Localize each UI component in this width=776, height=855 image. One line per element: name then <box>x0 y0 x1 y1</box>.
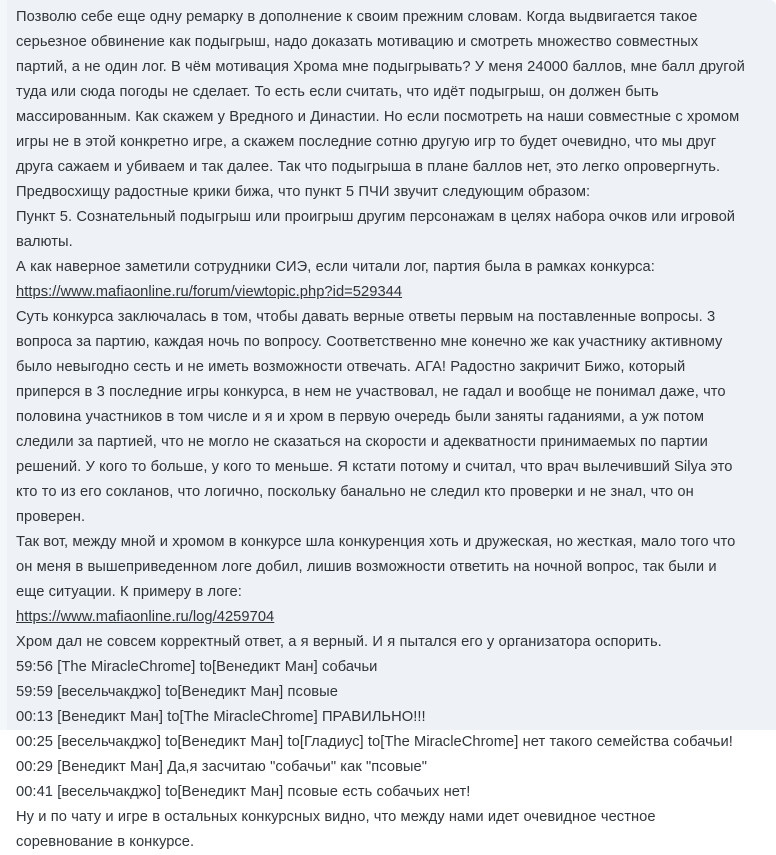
forum-topic-link[interactable]: https://www.mafiaonline.ru/forum/viewtopic.php?id=529344 <box>16 284 403 300</box>
chat-log-line: 59:59 [весельчакджо] to[Венедикт Ман] псовые <box>16 684 338 700</box>
chat-log-line: 00:25 [весельчакджо] to[Венедикт Ман] to[Гладиус] to[The MiracleChrome] нет такого семейства собачьи! <box>16 734 733 750</box>
chat-log-line: 00:13 [Венедикт Ман] to[The MiracleChrome] ПРАВИЛЬНО!!! <box>16 709 426 725</box>
post-paragraph: Пункт 5. Сознательный подыгрыш или проигрыш другим персонажам в целях набора очков или игровой валюты. <box>16 209 736 250</box>
chat-log-line: 00:29 [Венедикт Ман] Да,я засчитаю "собачьи" как "псовые" <box>16 759 428 775</box>
post-link-line <box>16 280 746 305</box>
post-paragraph: А как наверное заметили сотрудники СИЭ, если читали лог, партия была в рамках конкурса: <box>16 259 655 275</box>
post-paragraph: Суть конкурса заключалась в том, чтобы давать верные ответы первым на поставленные вопросы. 3 вопроса за партию, каждая ночь по вопросу. Соответственно мне конечно же как участнику активному было невыгодно сесть и не иметь возможности отвечать. АГА! Радостно закричит Бижо, который приперся в 3 последние игры конкурса, в нем не участвовал, не гадал и вообще не понимал даже, что половина участников в том числе и я и хром в первую очередь были заняты гаданиями, а уж потом следили за партией, что не могло не сказаться на скорости и адекватности принимаемых по партии решений. У кого то больше, у кого то меньше. Я кстати потому и считал, что врач вылечивший Silya это кто то из его сокланов, что логично, поскольку банально не следил кто проверки и не знал, что он проверен. <box>16 309 733 525</box>
post-paragraph: Ну и по чату и игре в остальных конкурсных видно, что между нами идет очевидное честное соревнование в конкурсе. <box>16 809 656 850</box>
game-log-link[interactable]: https://www.mafiaonline.ru/log/4259704 <box>16 609 275 625</box>
post-body <box>16 5 746 855</box>
post-paragraph: Предвосхищу радостные крики бижа, что пункт 5 ПЧИ звучит следующим образом: <box>16 184 591 200</box>
chat-log-line: 00:41 [весельчакджо] to[Венедикт Ман] псовые есть собачьих нет! <box>16 784 471 800</box>
post-link-line <box>16 605 746 630</box>
post-paragraph: Хром дал не совсем корректный ответ, а я верный. И я пытался его у организатора оспорить. <box>16 634 662 650</box>
post-paragraph: Так вот, между мной и хромом в конкурсе шла конкуренция хоть и дружеская, но жесткая, мало того что он меня в вышеприведенном логе добил, лишив возможности ответить на ночной вопрос, так были и еще ситуации. К примеру в логе: <box>16 534 736 600</box>
chat-log-line: 59:56 [The MiracleChrome] to[Венедикт Ман] собачьи <box>16 659 378 675</box>
post-paragraph: Позволю себе еще одну ремарку в дополнение к своим прежним словам. Когда выдвигается такое серьезное обвинение как подыгрыш, надо доказать мотивацию и смотреть множество совместных партий, а не один лог. В чём мотивация Хрома мне подыгрывать? У меня 24000 баллов, мне балл другой туда или сюда погоды не сделает. То есть если считать, что идёт подыгрыш, он должен быть массированным. Как скажем у Вредного и Династии. Но если посмотреть на наши совместные с хромом игры не в этой конкретно игре, а скажем последние сотню другую игр то будет очевидно, что мы друг друга сажаем и убиваем и так далее. Так что подыгрыша в плане баллов нет, это легко опровергнуть. <box>16 9 745 175</box>
